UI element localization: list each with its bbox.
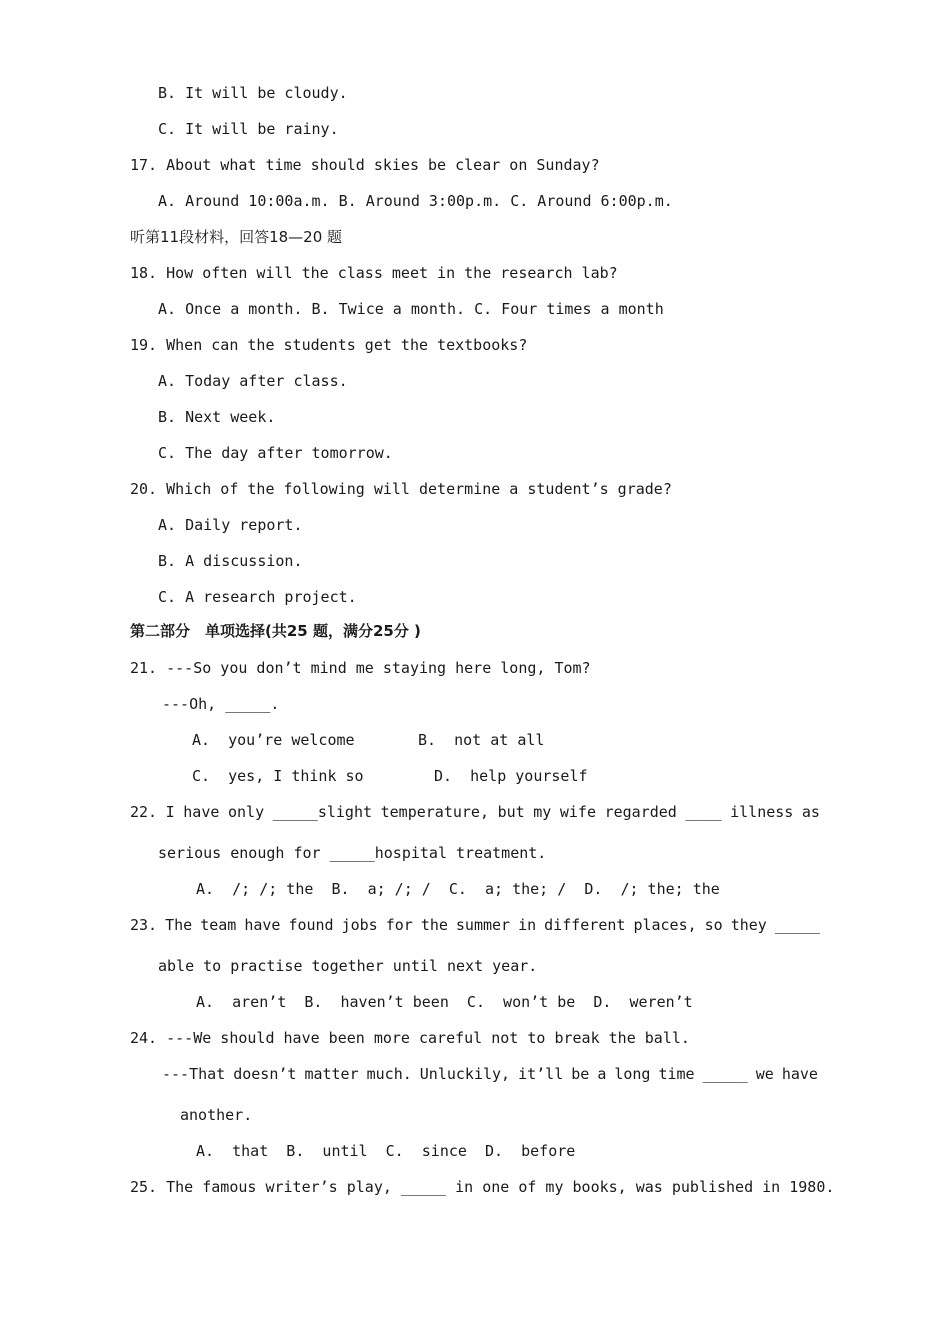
q19-option-b: B. Next week. (158, 408, 276, 426)
q23-word: so (704, 916, 723, 934)
q22-word: my (533, 803, 552, 821)
q24-word: Unluckily, (419, 1065, 511, 1083)
q22-word: illness (730, 803, 794, 821)
q21-option-d: D. help yourself (434, 767, 588, 785)
q24-options: A. that B. until C. since D. before (196, 1142, 576, 1160)
q22-word: as (801, 803, 820, 821)
q23-word: in (518, 916, 537, 934)
q22-word: ____ (685, 803, 722, 821)
q22-options: A. /; /; the B. a; /; / C. a; the; / D. /; the; the (196, 880, 720, 898)
q17-stem: 17. About what time should skies be clear on Sunday? (130, 156, 600, 174)
q24-word: a (597, 1065, 607, 1083)
q24-reply (162, 1064, 818, 1084)
q24-word: time (658, 1065, 695, 1083)
q24-word: ---That (162, 1065, 226, 1083)
q24-word: be (571, 1065, 590, 1083)
q22-word: wife (559, 803, 596, 821)
section-11-instruction: 听第11段材料，回答18—20 题 (130, 228, 343, 246)
q23-word: jobs (341, 916, 378, 934)
q23-word: The (165, 916, 193, 934)
q23-options: A. aren’t B. haven’t been C. won’t be D. weren’t (196, 993, 693, 1011)
q19-option-a: A. Today after class. (158, 372, 348, 390)
q24-word: matter (304, 1065, 359, 1083)
q19-option-c: C. The day after tomorrow. (158, 444, 393, 462)
q22-word: _____slight (272, 803, 373, 821)
q22-stem (130, 802, 820, 822)
q21-option-a: A. you’re welcome (192, 731, 355, 749)
q24-word: it’ll (518, 1065, 564, 1083)
q17-options: A. Around 10:00a.m. B. Around 3:00p.m. C. Around 6:00p.m. (158, 192, 673, 210)
q23-word: summer (455, 916, 511, 934)
q23-word: different (544, 916, 626, 934)
q21-reply: ---Oh, _____. (162, 695, 280, 713)
q23-stem (130, 915, 820, 935)
q22-word: only (227, 803, 265, 821)
q24-continuation: another. (180, 1106, 253, 1124)
q24-word: we (755, 1065, 774, 1083)
q23-word: 23. (130, 916, 158, 934)
q23-word: the (420, 916, 448, 934)
q21-option-c: C. yes, I think so (192, 767, 364, 785)
q23-word: for (385, 916, 413, 934)
q24-word: _____ (702, 1065, 748, 1083)
q19-stem: 19. When can the students get the textbooks? (130, 336, 528, 354)
q23-word: have (244, 916, 281, 934)
q20-option-b: B. A discussion. (158, 552, 303, 570)
q18-options: A. Once a month. B. Twice a month. C. Four times a month (158, 300, 664, 318)
part-2-heading: 第二部分 单项选择(共25 题，满分25分 ) (130, 622, 421, 640)
q22-word: I (165, 803, 175, 821)
q22-word: 22. (130, 803, 158, 821)
q22-word: but (497, 803, 525, 821)
q24-stem: 24. ---We should have been more careful not to break the ball. (130, 1029, 690, 1047)
q22-word: temperature, (380, 803, 489, 821)
q23-word: team (200, 916, 237, 934)
q23-word: _____ (774, 916, 820, 934)
q22-word: have (183, 803, 220, 821)
q16-option-c: C. It will be rainy. (158, 120, 339, 138)
q20-option-c: C. A research project. (158, 588, 357, 606)
q24-word: long (614, 1065, 651, 1083)
q24-word: have (781, 1065, 818, 1083)
q21-option-b: B. not at all (418, 731, 545, 749)
q23-word: they (730, 916, 767, 934)
q21-stem: 21. ---So you don’t mind me staying here long, Tom? (130, 659, 591, 677)
q22-continuation: serious enough for _____hospital treatment. (158, 844, 547, 862)
q22-word: regarded (604, 803, 677, 821)
q23-word: places, (633, 916, 697, 934)
q16-option-b: B. It will be cloudy. (158, 84, 348, 102)
q20-option-a: A. Daily report. (158, 516, 303, 534)
q18-stem: 18. How often will the class meet in the research lab? (130, 264, 618, 282)
q24-word: much. (366, 1065, 412, 1083)
q20-stem: 20. Which of the following will determine a student’s grade? (130, 480, 672, 498)
q23-continuation: able to practise together until next year. (158, 957, 538, 975)
q24-word: doesn’t (233, 1065, 297, 1083)
q23-word: found (288, 916, 334, 934)
q25-stem: 25. The famous writer’s play, _____ in one of my books, was published in 1980. (130, 1178, 835, 1196)
